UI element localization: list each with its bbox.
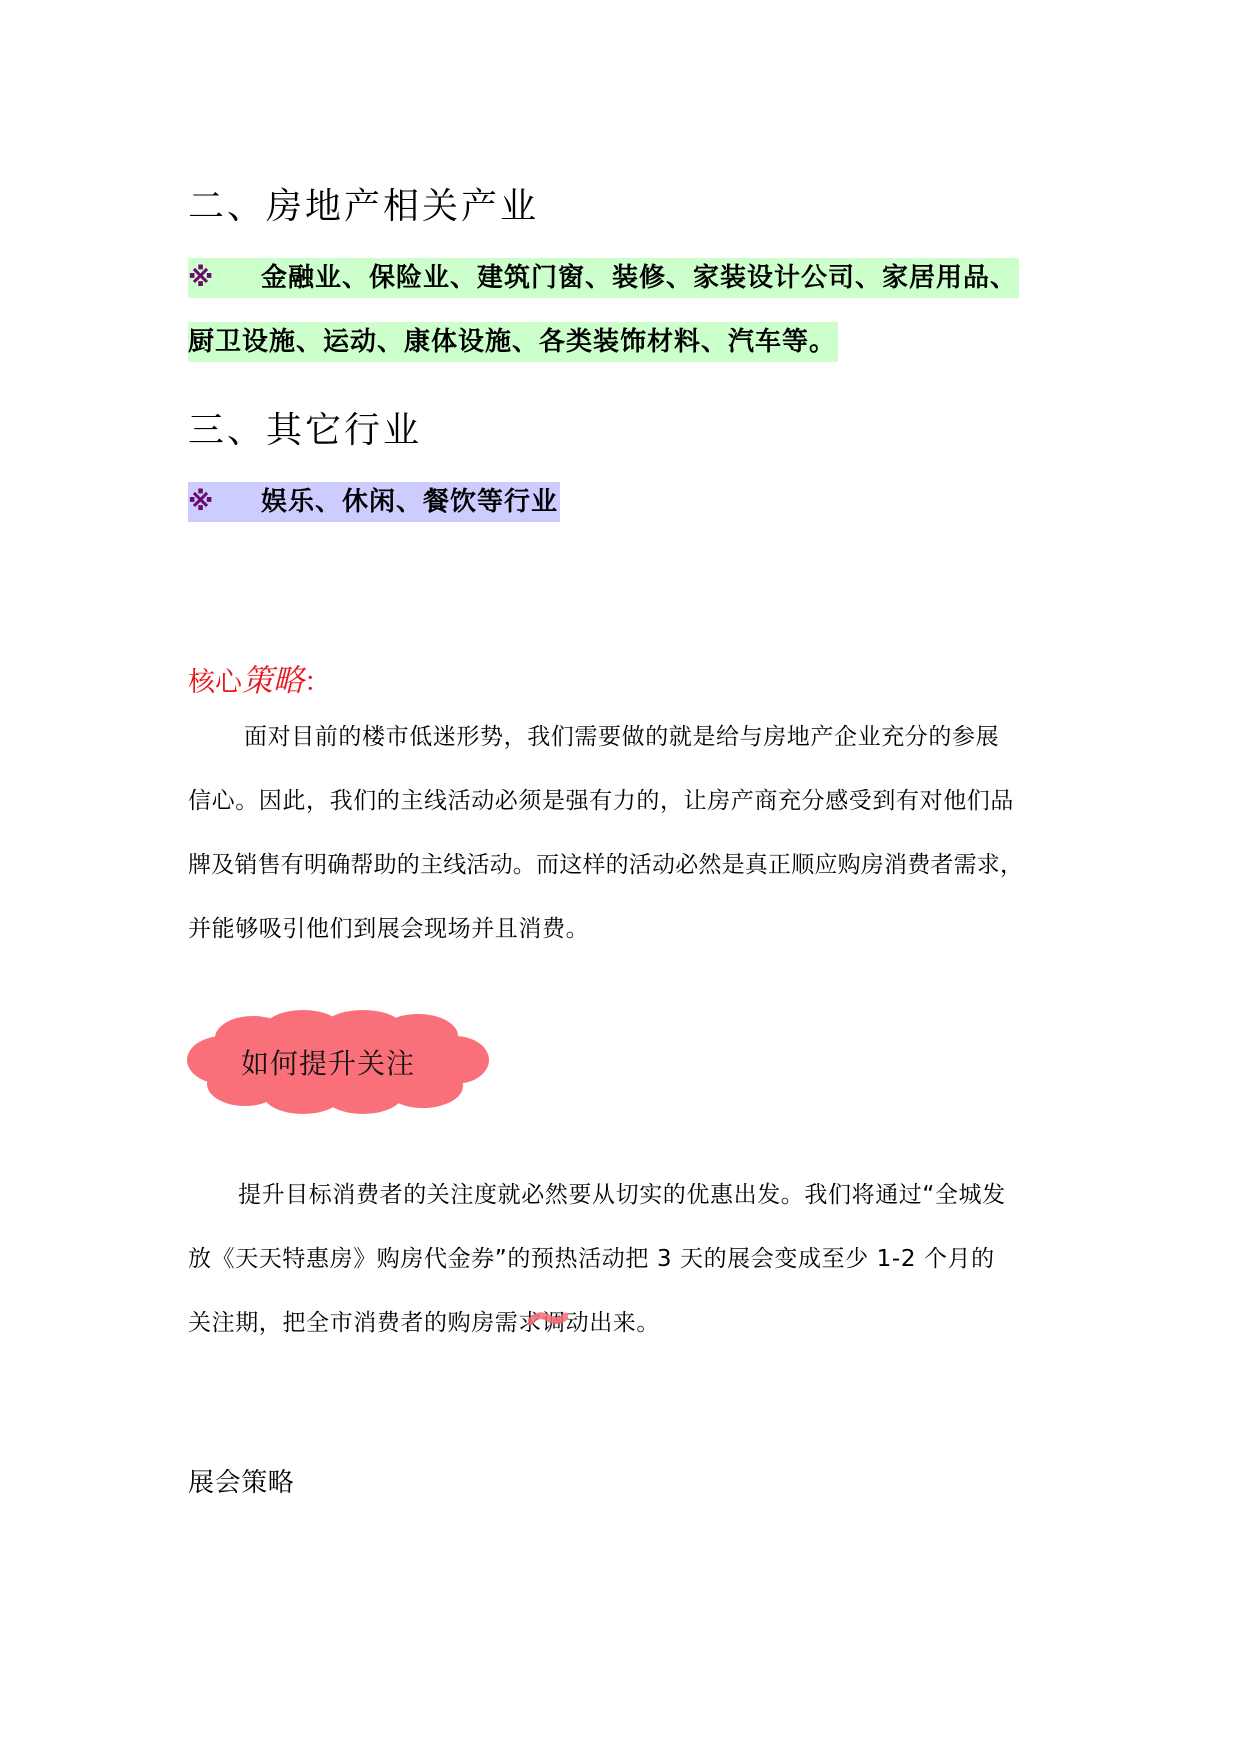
attention-paragraph-line-3: 关注期，把全市消费者的购房需求调动出来。 (188, 1310, 660, 1336)
exhibition-strategy-heading: 展会策略 (188, 1468, 295, 1498)
core-label-part-2: 策略 (242, 663, 304, 699)
highlight-line-related-1 (188, 258, 1019, 298)
reference-mark-icon: ※ (188, 263, 215, 293)
attention-paragraph-line-1: 提升目标消费者的关注度就必然要从切实的优惠出发。我们将通过“全城发 (238, 1182, 1006, 1208)
attention-paragraph-line-2: 放《天天特惠房》购房代金券”的预热活动把 3 天的展会变成至少 1-2 个月的 (188, 1246, 995, 1272)
section-heading-related-industries: 二、房地产相关产业 (188, 186, 540, 227)
highlight-line-related-2 (188, 322, 838, 362)
callout-heading-attention: 如何提升关注 (241, 1047, 416, 1080)
core-label-part-1: 核心 (188, 667, 242, 698)
section-heading-other-industries: 三、其它行业 (188, 410, 423, 451)
core-strategy-label (188, 655, 331, 700)
core-label-colon: ： (304, 667, 331, 698)
scribble-mark-icon (528, 1308, 568, 1330)
core-paragraph-line-3: 牌及销售有明确帮助的主线活动。而这样的活动必然是真正顺应购房消费者需求， (188, 852, 1024, 878)
core-paragraph-line-1: 面对目前的楼市低迷形势，我们需要做的就是给与房地产企业充分的参展 (244, 724, 1000, 750)
related-industries-text-2: 厨卫设施、运动、康体设施、各类装饰材料、汽车等。 (188, 327, 837, 357)
core-paragraph-line-4: 并能够吸引他们到展会现场并且消费。 (188, 916, 590, 942)
related-industries-text-1: 金融业、保险业、建筑门窗、装修、家装设计公司、家居用品、 (261, 263, 1018, 293)
core-paragraph-line-2: 信心。因此，我们的主线活动必须是强有力的，让房产商充分感受到有对他们品 (188, 788, 1014, 814)
highlight-line-other (188, 482, 560, 522)
other-industries-text: 娱乐、休闲、餐饮等行业 (261, 487, 559, 517)
reference-mark-icon: ※ (188, 487, 215, 517)
